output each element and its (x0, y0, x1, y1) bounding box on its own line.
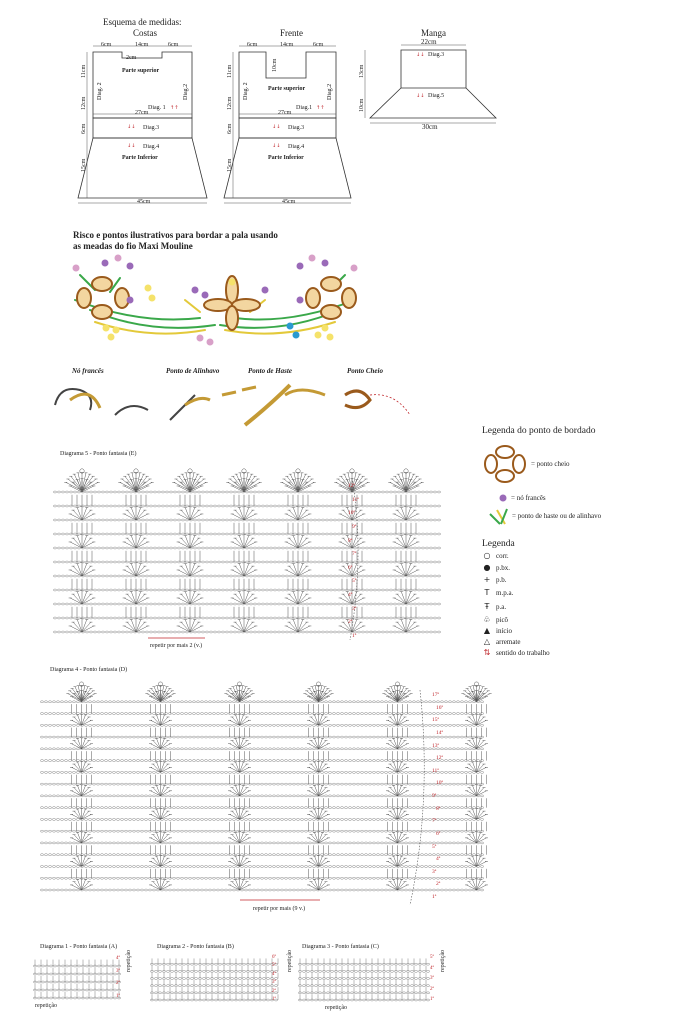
row-number: 4ª (272, 971, 276, 977)
row-number: 3ª (116, 968, 120, 974)
frente-v1: 11cm (227, 64, 233, 78)
direction-arrows-icon: ⇅ (483, 648, 491, 657)
costas-v2: 12cm (81, 96, 87, 110)
row-number: 2ª (116, 981, 120, 987)
legend-sentido: ⇅ sentido do trabalho (483, 648, 550, 657)
row-number: 8ª (348, 537, 353, 544)
row-number: 10ª (348, 510, 356, 517)
frente-neck: 10cm (272, 58, 278, 72)
frente-diag1: Diag.1 (296, 105, 313, 111)
diag3-side: repetição (440, 950, 446, 972)
frente-dim-right: 6cm (313, 42, 324, 48)
row-number: 5ª (430, 955, 434, 960)
row-number: 11ª (432, 767, 439, 774)
svg-text:↓↓: ↓↓ (272, 124, 281, 130)
diag2-title: Diagrama 2 - Ponto fantasia (B) (157, 944, 234, 950)
frente-dim-left: 6cm (247, 42, 258, 48)
diag3-bottom: repetição (325, 1005, 347, 1011)
row-number: 2ª (430, 986, 434, 992)
row-number: 7ª (352, 551, 357, 558)
manga-title: Manga (421, 28, 446, 38)
diag4-repeat: repetir por mais (9 v.) (253, 906, 306, 912)
double-crochet-icon: Ŧ (484, 602, 490, 611)
frente-upper-label: Parte superior (268, 86, 306, 92)
stitch-label-cheio: Ponto Cheio (347, 367, 383, 375)
diag5-title: Diagrama 5 - Ponto fantasia (E) (60, 451, 137, 457)
row-number: 4ª (116, 956, 120, 961)
costas-v3: 6cm (81, 123, 87, 134)
row-number: 7ª (432, 818, 437, 825)
row-number: 12ª (348, 483, 356, 489)
costas-v1: 11cm (81, 64, 87, 78)
svg-text:↓↓: ↓↓ (127, 143, 136, 149)
frente-diag4: Diag.4 (288, 144, 305, 150)
svg-text:↓↓: ↓↓ (272, 143, 281, 149)
legend-mpa: T m.p.a. (482, 588, 513, 597)
row-number: 15ª (432, 717, 440, 724)
row-number: 16ª (436, 704, 444, 711)
svg-text:↓↓: ↓↓ (416, 93, 425, 99)
legend-pbx: ● p.bx. (483, 563, 510, 572)
frente-diag2-left: Diag. 2 (243, 82, 249, 100)
legend-corr: ○ corr. (483, 551, 509, 560)
half-double-icon: T (484, 588, 490, 597)
row-number: 4ª (430, 965, 434, 971)
embroidery-title-1: Risco e pontos ilustrativos para bordar a pala usando (73, 230, 278, 240)
slip-stitch-icon: ● (483, 563, 491, 572)
manga-v2: 10cm (359, 98, 365, 112)
picot-icon: ♧ (483, 615, 491, 624)
frente-v2: 12cm (227, 96, 233, 110)
row-number: 4ª (348, 592, 353, 599)
costas-diag2-left: Diag. 2 (97, 82, 103, 100)
row-number: 3ª (432, 868, 437, 875)
svg-text:↓↓: ↓↓ (416, 52, 425, 58)
frente-diag2-right: Diag.2 (327, 83, 333, 100)
row-number: 9ª (352, 523, 357, 530)
row-number: 3ª (352, 605, 357, 612)
row-number: 17ª (432, 692, 440, 698)
embroidery-title-2: as meadas do fio Maxi Mouline (73, 241, 193, 251)
legend-bordado-title: Legenda do ponto de bordado (482, 426, 596, 436)
manga-diag3: Diag.3 (428, 52, 445, 58)
costas-title: Costas (133, 28, 158, 38)
row-number: 1ª (272, 997, 276, 1002)
manga-v1: 13cm (359, 64, 365, 78)
diag1-title: Diagrama 1 - Ponto fantasia (A) (40, 944, 118, 950)
costas-diag3: Diag.3 (143, 125, 160, 131)
frente-mid-width: 27cm (278, 110, 292, 116)
legend-pa: Ŧ p.a. (482, 602, 506, 611)
frente-v3: 6cm (227, 123, 233, 134)
frente-bottom-width: 45cm (282, 199, 296, 205)
costas-upper-label: Parte superior (122, 68, 160, 74)
stitch-label-no-frances: Nó francês (72, 367, 104, 375)
stitch-label-haste: Ponto de Haste (248, 367, 292, 375)
diag1-side: repetição (126, 950, 132, 972)
row-number: 2ª (272, 988, 276, 994)
frente-v4: 15cm (227, 158, 233, 172)
costas-dim-right: 6cm (168, 42, 179, 48)
costas-dim-mid: 14cm (135, 42, 149, 48)
legend-arremate: △ arremate (483, 637, 521, 646)
frente-diag3: Diag.3 (288, 125, 305, 131)
legend-bordado-no: = nó francês (511, 494, 546, 502)
costas-mid-width: 27cm (135, 110, 149, 116)
frente-title: Frente (280, 28, 303, 38)
row-number: 12ª (436, 755, 444, 762)
diag3-title: Diagrama 3 - Ponto fantasia (C) (302, 944, 379, 950)
costas-diag4: Diag.4 (143, 144, 160, 150)
svg-text:↑↑: ↑↑ (170, 105, 179, 111)
fasten-off-icon: △ (483, 637, 491, 646)
row-number: 2ª (348, 619, 353, 626)
svg-text:↓↓: ↓↓ (127, 124, 136, 130)
row-number: 1ª (116, 994, 120, 999)
diag2-side: repetição (287, 950, 293, 972)
row-number: 11ª (352, 496, 359, 503)
diag1-bottom: repetição (35, 1003, 57, 1009)
row-number: 6ª (272, 955, 276, 960)
costas-dim-left: 6cm (101, 42, 112, 48)
costas-diag1: Diag. 1 (148, 105, 166, 111)
row-number: 9ª (432, 793, 437, 799)
row-number: 5ª (352, 578, 357, 585)
row-number: 8ª (436, 805, 441, 812)
costas-lower-label: Parte Inferior (122, 155, 158, 161)
start-arrow-icon: ▲ (483, 626, 491, 635)
stitch-label-alinhavo: Ponto de Alinhavo (166, 367, 220, 375)
legend-inicio: ▲ início (483, 626, 512, 635)
row-number: 5ª (272, 963, 276, 969)
costas-neck: 2cm (126, 55, 137, 61)
row-number: 13ª (432, 742, 440, 749)
row-number: 5ª (432, 843, 437, 850)
svg-text:↑↑: ↑↑ (316, 105, 325, 111)
legend-pb: + p.b. (483, 575, 507, 584)
row-number: 4ª (436, 856, 441, 863)
single-crochet-icon: + (483, 575, 491, 584)
legend-title: Legenda (482, 539, 515, 549)
row-number: 10ª (436, 780, 444, 787)
manga-diag5: Diag.5 (428, 93, 445, 99)
costas-bottom-width: 45cm (137, 199, 151, 205)
chain-icon: ○ (483, 551, 491, 560)
frente-dim-mid: 14cm (280, 42, 294, 48)
costas-v4: 15cm (81, 158, 87, 172)
diag4-title: Diagrama 4 - Ponto fantasia (D) (50, 667, 128, 673)
measure-title: Esquema de medidas: (103, 17, 182, 27)
frente-lower-label: Parte Inferior (268, 155, 304, 161)
legend-pico: ♧ picô (483, 615, 509, 624)
legend-bordado-cheio: = ponto cheio (531, 460, 570, 468)
costas-diag2-right: Diag.2 (183, 83, 189, 100)
row-number: 1ª (352, 633, 357, 639)
row-number: 1ª (430, 997, 434, 1002)
row-number: 2ª (436, 881, 441, 888)
manga-bottom-width: 30cm (422, 123, 438, 131)
row-number: 3ª (272, 980, 276, 986)
row-number: 6ª (348, 564, 353, 571)
diag5-repeat: repetir por mais 2 (v.) (150, 643, 203, 649)
row-number: 14ª (436, 729, 444, 736)
row-number: 6ª (436, 830, 441, 837)
row-number: 3ª (430, 976, 434, 981)
legend-bordado-haste: = ponto de haste ou de alinhavo (512, 512, 602, 520)
row-number: 1ª (432, 894, 437, 900)
manga-top-width: 22cm (421, 38, 437, 46)
